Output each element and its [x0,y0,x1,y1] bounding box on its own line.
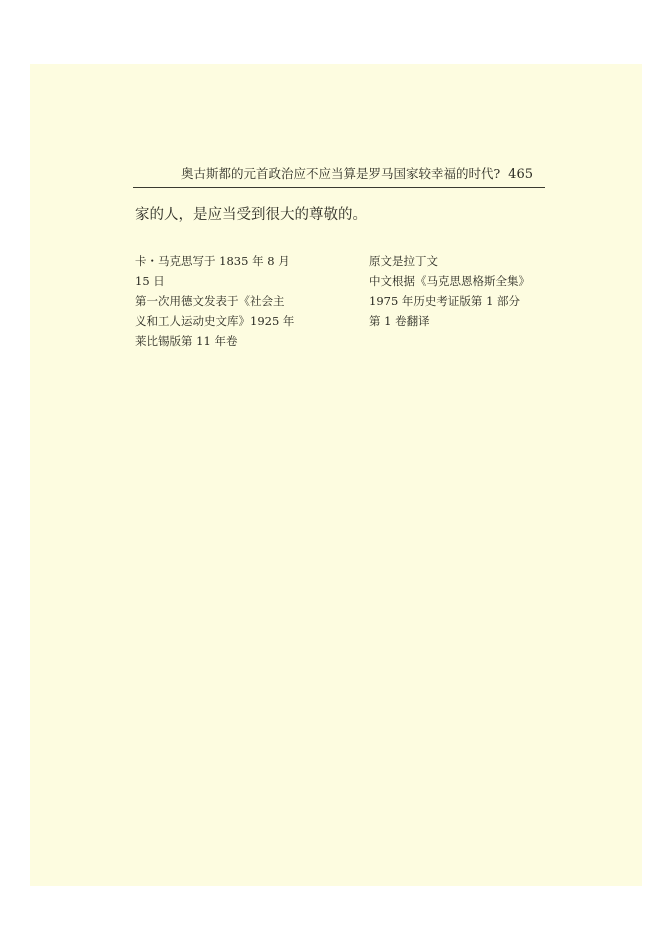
running-header-title: 奥古斯都的元首政治应不应当算是罗马国家较幸福的时代? [180,166,501,181]
note-line: 义和工人运动史文库》1925 年 [135,314,295,328]
source-note-right [369,251,530,331]
note-line: 第一次用德文发表于《社会主 [135,294,285,308]
running-header [133,166,533,183]
header-rule [133,187,545,188]
note-line: 卡・马克思写于 1835 年 8 月 [135,254,290,268]
note-line: 莱比锡版第 11 年卷 [135,334,238,348]
body-text: 家的人，是应当受到很大的尊敬的。 [135,207,367,223]
note-line: 中文根据《马克思恩格斯全集》 [369,274,530,288]
note-line: 原文是拉丁文 [369,254,438,268]
note-line: 15 日 [135,274,165,288]
page-number: 465 [508,167,533,182]
note-line: 第 1 卷翻译 [369,314,430,328]
source-note-left [135,251,294,351]
note-line: 1975 年历史考证版第 1 部分 [369,294,521,308]
